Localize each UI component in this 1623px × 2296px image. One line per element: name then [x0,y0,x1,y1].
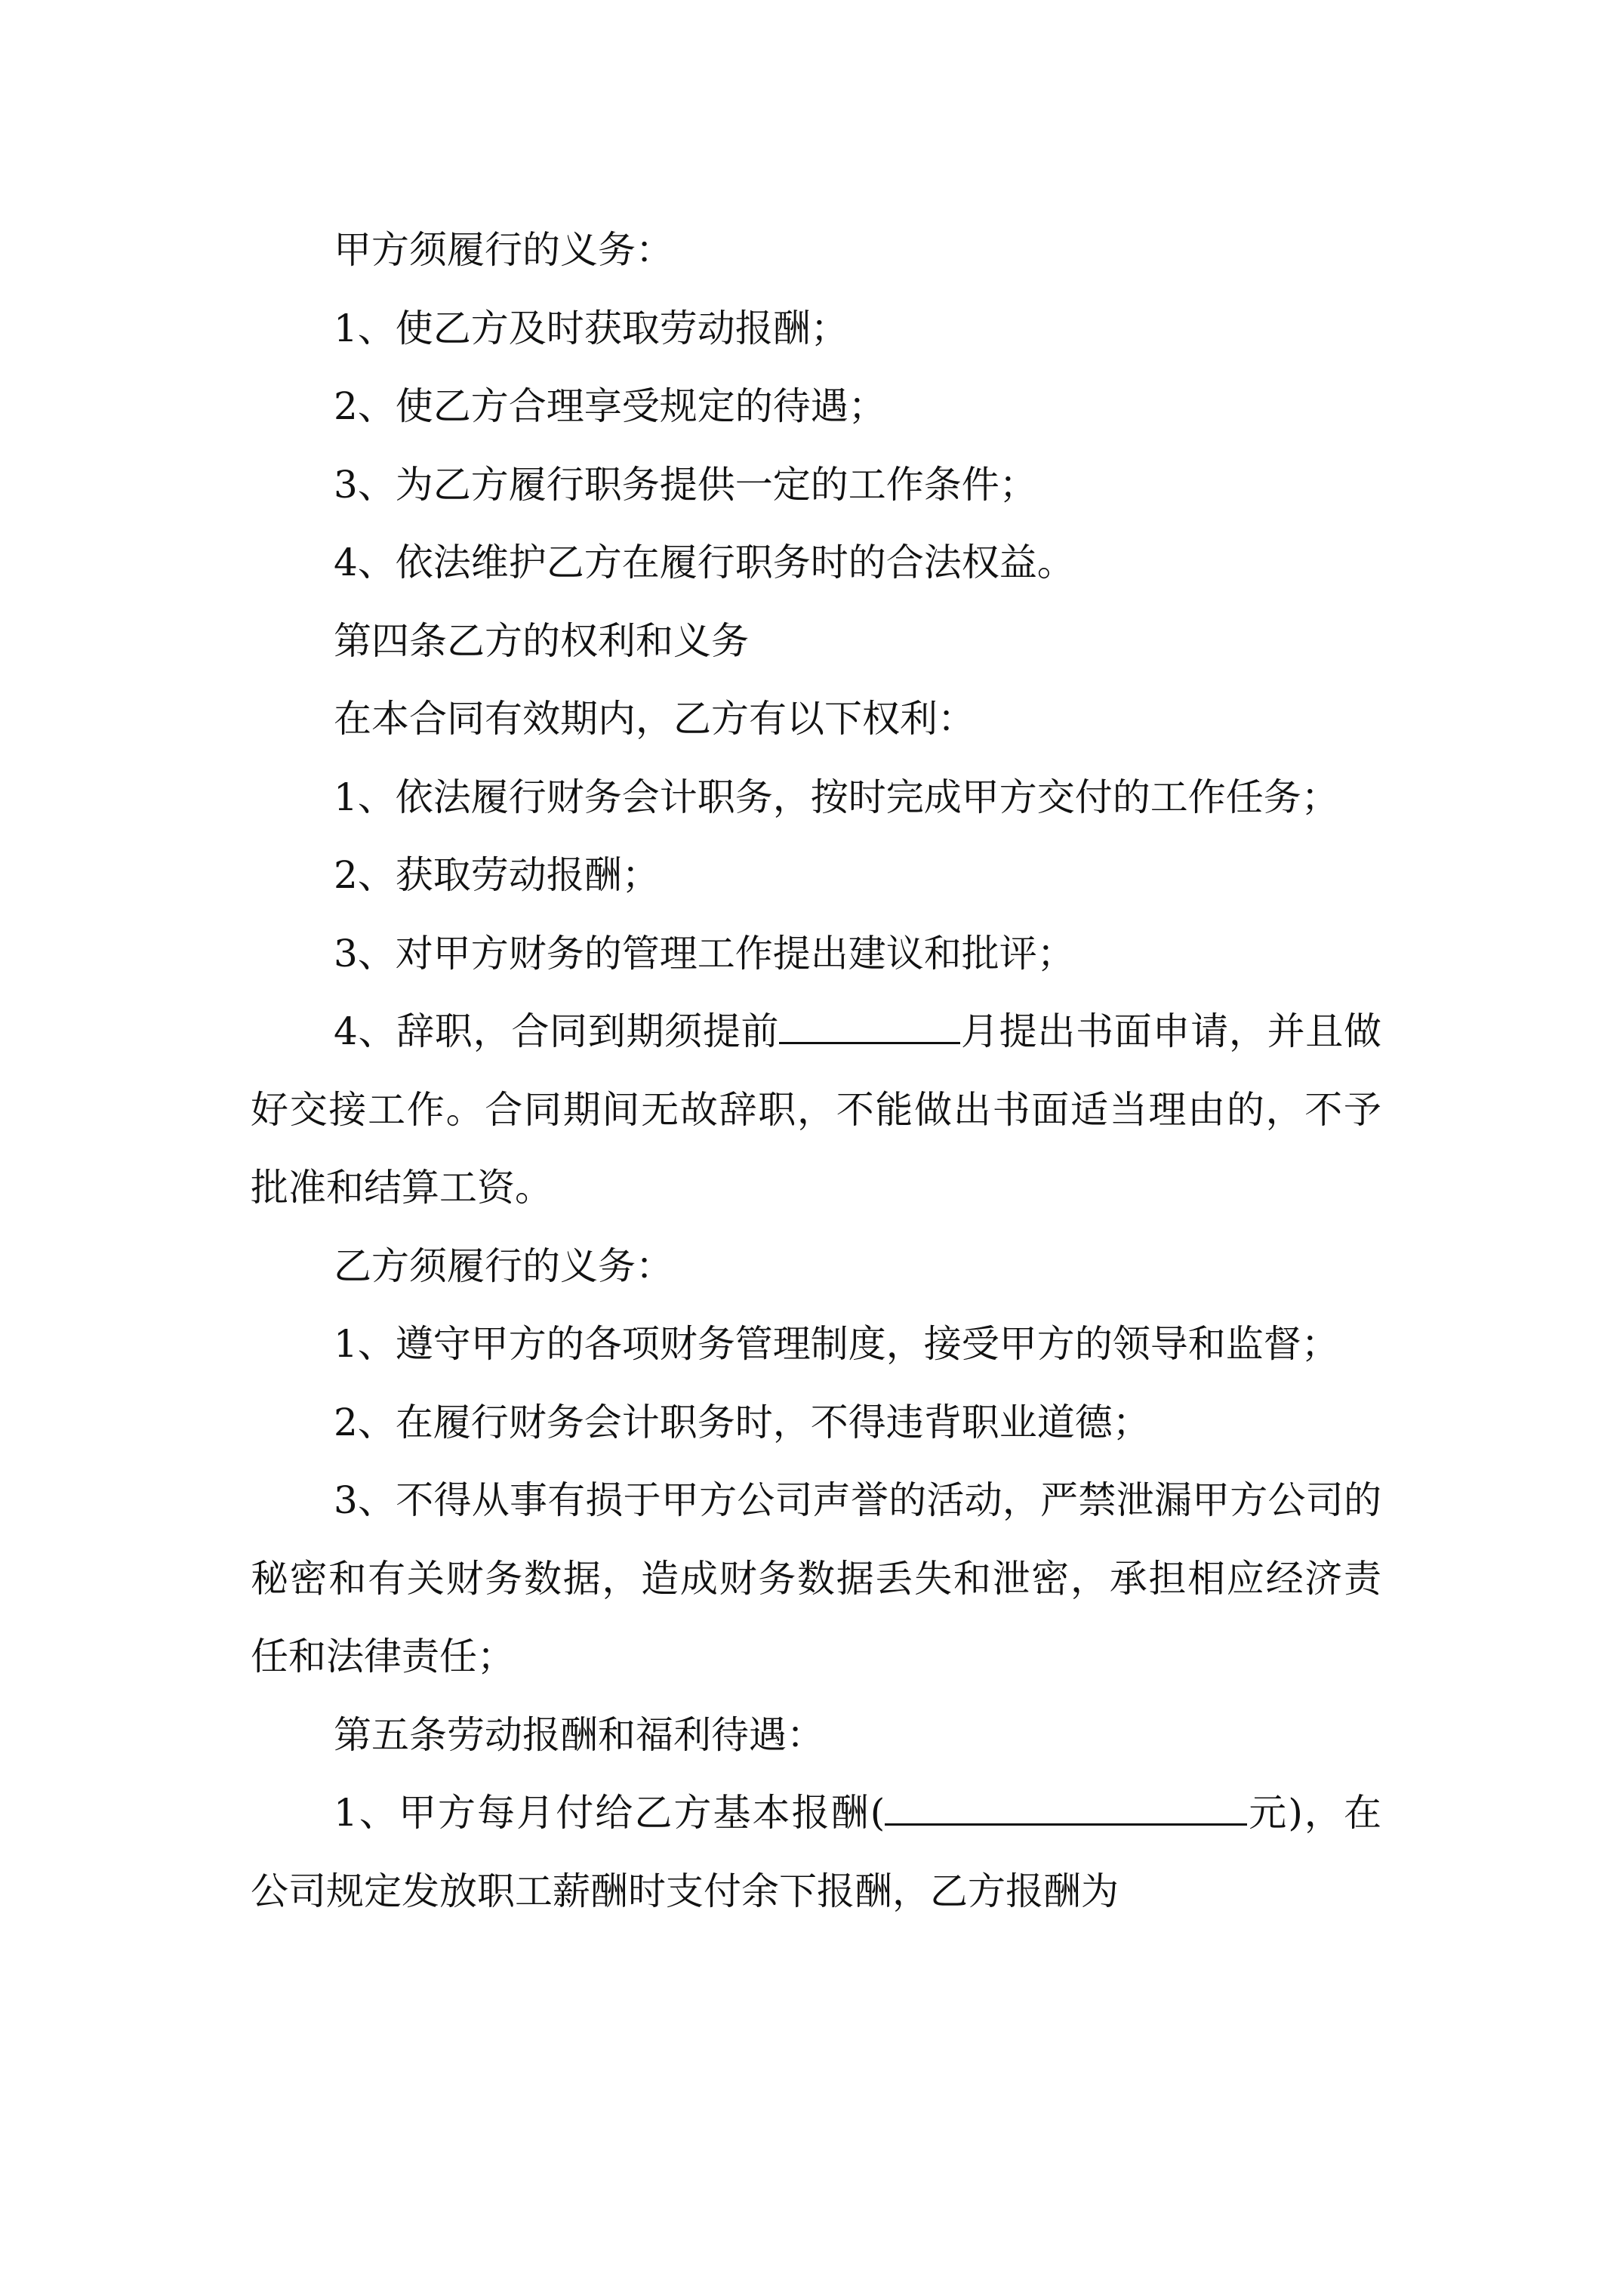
paragraph: 1、遵守甲方的各项财务管理制度，接受甲方的领导和监督； [334,1322,1339,1366]
section-heading: 第四条乙方的权利和义务 [334,618,749,663]
paragraph: 2、使乙方合理享受规定的待遇； [334,384,886,428]
salary-paragraph [251,1774,1381,1931]
resign-paragraph [251,993,1381,1228]
salary-text-before: 1、甲方每月付给乙方基本报酬( [334,1791,885,1835]
salary-amount-blank[interactable] [885,1786,1247,1826]
paragraph: 乙方须履行的义务： [334,1244,673,1288]
paragraph: 4、依法维护乙方在履行职务时的合法权益。 [334,541,1075,584]
paragraph: 3、不得从事有损于甲方公司声誉的活动，严禁泄漏甲方公司的秘密和有关财务数据，造成财务数据丢失和泄密，承担相应经济责任和法律责任； [251,1478,1381,1678]
paragraph: 1、依法履行财务会计职务，按时完成甲方交付的工作任务； [334,775,1339,819]
paragraph: 3、对甲方财务的管理工作提出建议和批评； [334,931,1075,975]
section-heading: 第五条劳动报酬和福利待遇： [334,1712,824,1757]
resign-text-before: 4、辞职，合同到期须提前 [334,1009,780,1053]
paragraph: 甲方须履行的义务： [334,228,673,272]
paragraph: 1、使乙方及时获取劳动报酬； [334,306,848,350]
paragraph: 3、为乙方履行职务提供一定的工作条件； [334,462,1037,507]
paragraph: 2、在履行财务会计职务时，不得违背职业道德； [334,1400,1150,1444]
paragraph: 2、获取劳动报酬； [334,853,660,897]
resign-text-after: 月提出书面申请，并且做好交接工作。合同期间无故辞职，不能做出书面适当理由的，不予批准和结算工资。 [251,1009,1382,1210]
paragraph: 在本合同有效期内，乙方有以下权利： [334,697,975,741]
salary-text-after: 元)，在公司规定发放职工薪酬时支付余下报酬，乙方报酬为 [251,1791,1381,1913]
resign-months-blank[interactable] [779,1004,960,1044]
